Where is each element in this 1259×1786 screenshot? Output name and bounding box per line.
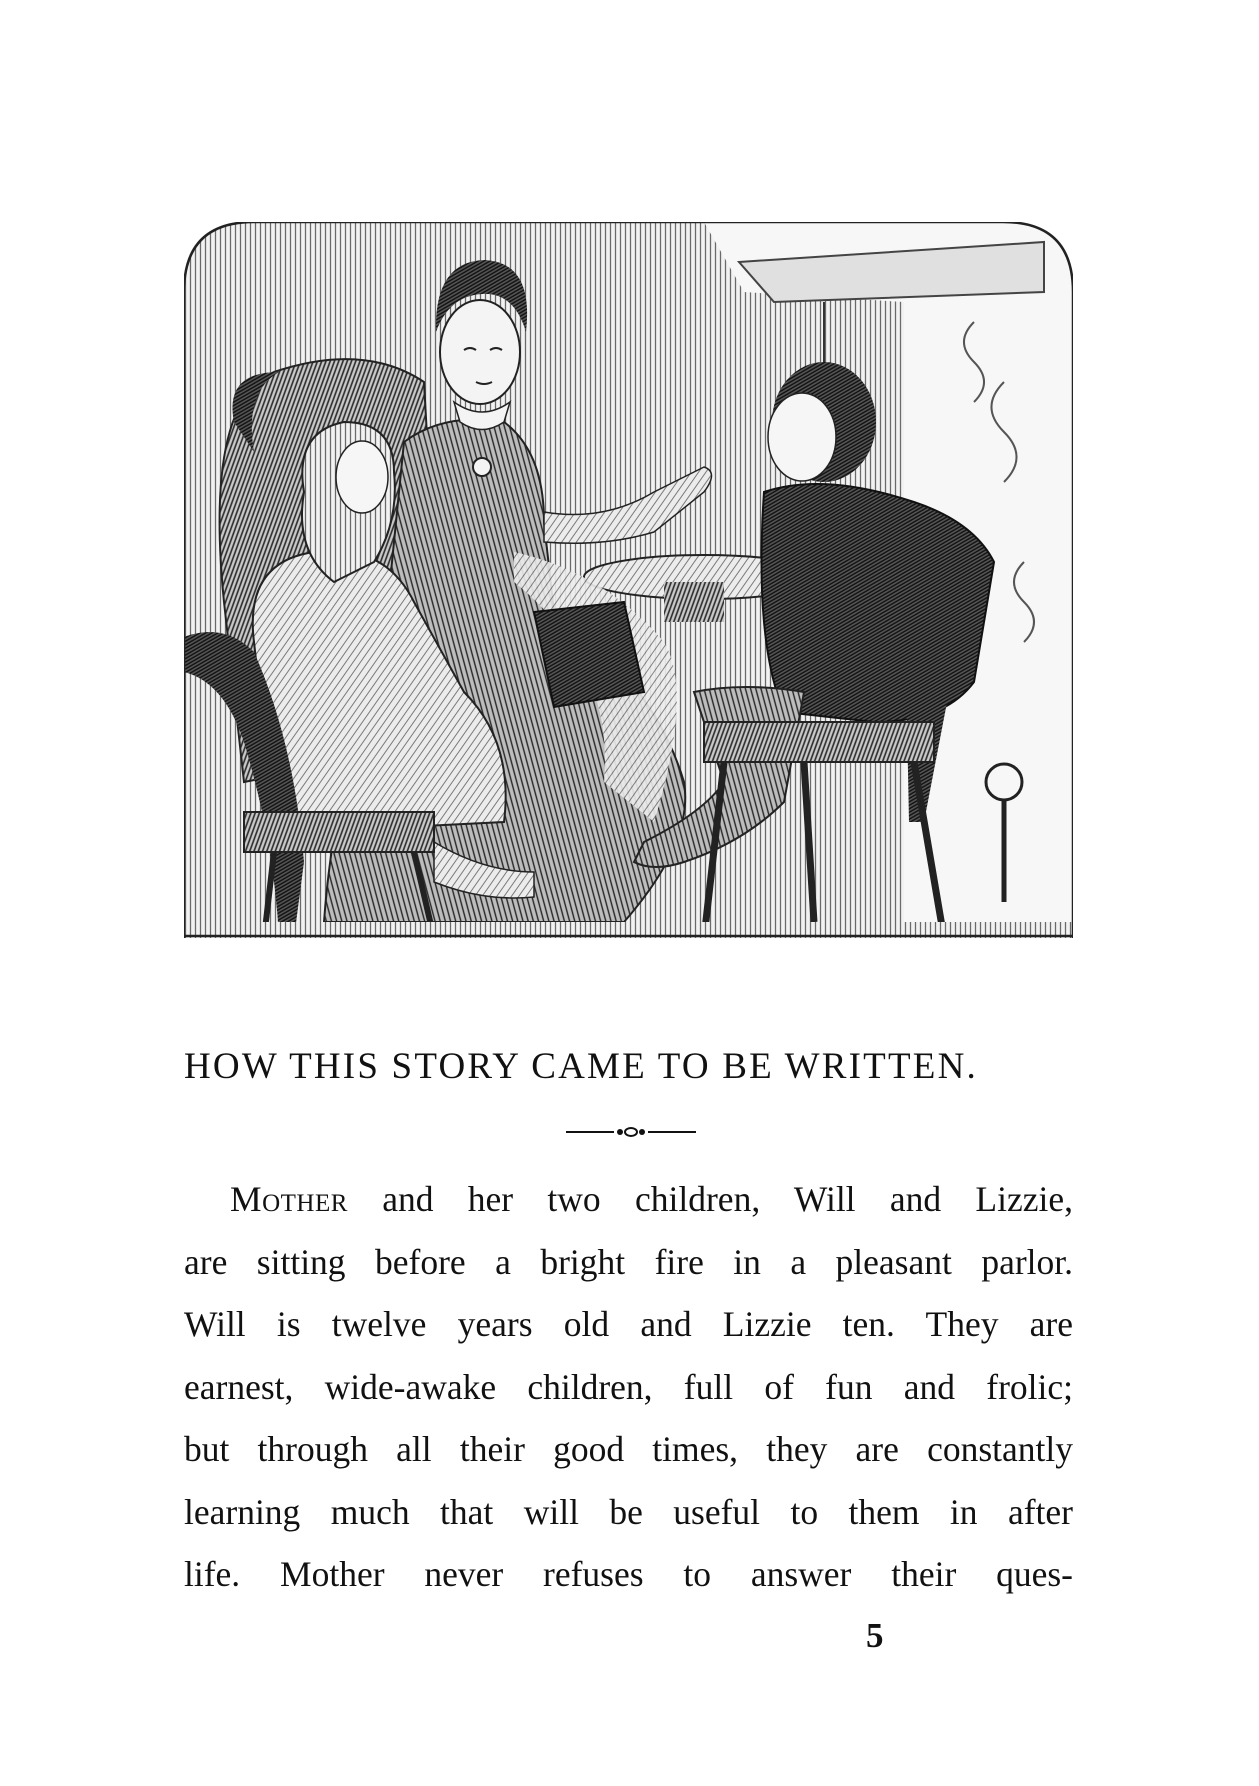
text-line-1: [184, 1168, 1073, 1231]
text-line-7: life. Mother never refuses to answer their ques-: [184, 1554, 1073, 1594]
ornament-divider-icon: [566, 1124, 696, 1140]
text-line-3: Will is twelve years old and Lizzie ten. They are: [184, 1304, 1073, 1344]
text-line-4: earnest, wide-awake children, full of fun and frolic;: [184, 1366, 1073, 1407]
text-line-5: but through all their good times, they are constantly: [184, 1429, 1073, 1469]
text-line-6: learning much that will be useful to them in after: [184, 1491, 1073, 1532]
lead-word: Mother: [230, 1179, 348, 1219]
text-line-1-rest: and her two children, Will and Lizzie,: [347, 1179, 1073, 1219]
chapter-body-paragraph: [184, 1168, 1073, 1606]
text-line-2: are sitting before a bright fire in a pleasant parlor.: [184, 1241, 1073, 1282]
page-number: 5: [866, 1616, 884, 1655]
chapter-title: HOW THIS STORY CAME TO BE WRITTEN.: [184, 1046, 978, 1087]
engraving-illustration: [184, 222, 1073, 938]
